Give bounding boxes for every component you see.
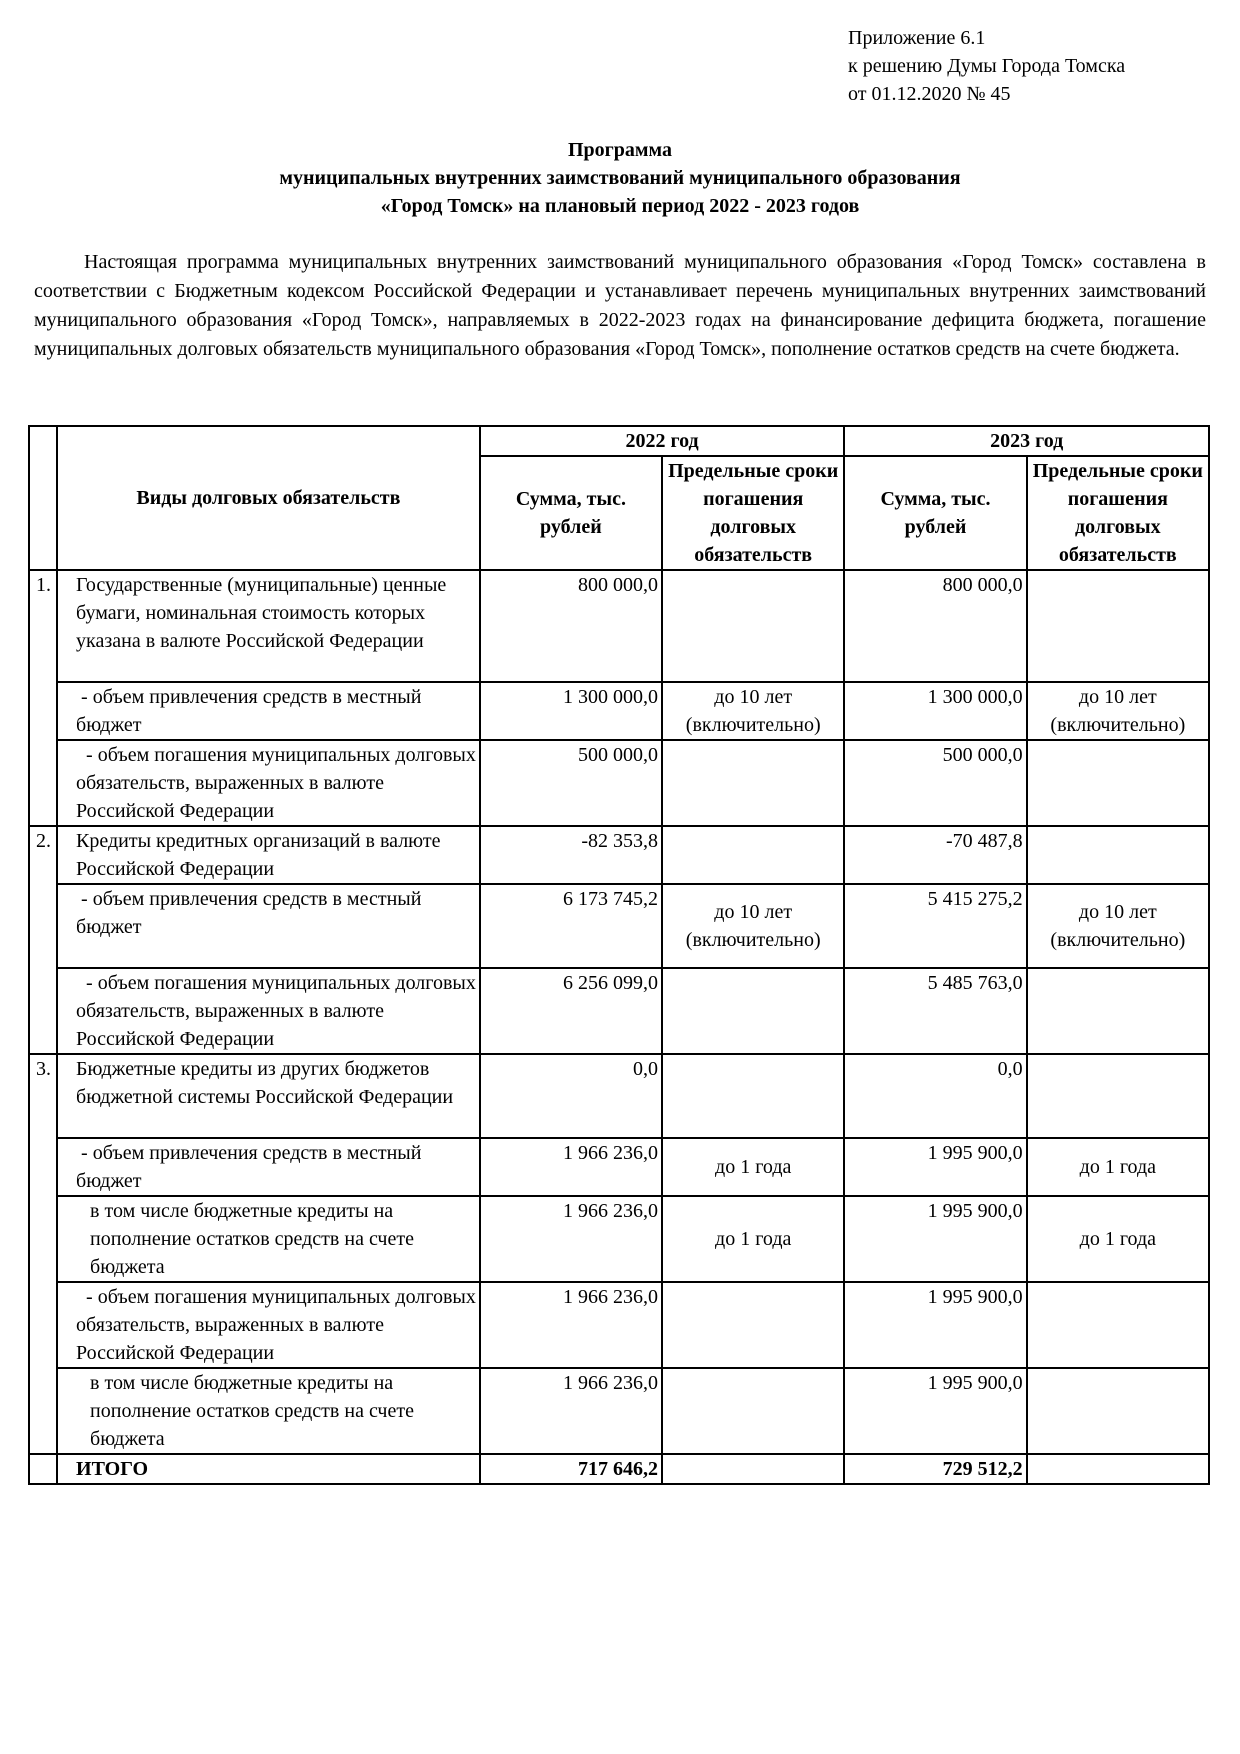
cell-term-2023: до 10 лет (включительно)	[1027, 884, 1209, 968]
header-year-2022: 2022 год	[480, 426, 845, 456]
document-title	[28, 136, 1212, 220]
cell-term-2023: до 10 лет (включительно)	[1027, 682, 1209, 740]
cell-sum-2022: 6 256 099,0	[480, 968, 662, 1054]
cell-sum-2022: 1 300 000,0	[480, 682, 662, 740]
cell-sum-2022: 1 966 236,0	[480, 1196, 662, 1282]
row-description: в том числе бюджетные кредиты на пополнение остатков средств на счете бюджета	[57, 1368, 480, 1454]
cell-term-2022	[662, 826, 844, 884]
table-row	[29, 968, 1209, 1054]
cell-sum-2023: 1 300 000,0	[844, 682, 1026, 740]
appendix-line-1: Приложение 6.1	[848, 27, 986, 49]
header-index-cell	[29, 426, 57, 570]
table-row	[29, 682, 1209, 740]
cell-sum-2022: 1 966 236,0	[480, 1282, 662, 1368]
cell-term-2023	[1027, 968, 1209, 1054]
appendix-header	[848, 24, 1125, 108]
row-index: 3.	[29, 1054, 57, 1454]
header-sum-2023: Сумма, тыс. рублей	[844, 456, 1026, 570]
cell-term-2022	[662, 1282, 844, 1368]
appendix-line-3: от 01.12.2020 № 45	[848, 83, 1011, 105]
cell-sum-2022: 6 173 745,2	[480, 884, 662, 968]
appendix-line-2: к решению Думы Города Томска	[848, 55, 1126, 77]
cell-term-2022	[662, 740, 844, 826]
cell-sum-2022: -82 353,8	[480, 826, 662, 884]
row-index: 2.	[29, 826, 57, 1054]
table-row	[29, 1054, 1209, 1138]
cell-term-2022: до 1 года	[662, 1138, 844, 1196]
total-term-2023	[1027, 1454, 1209, 1484]
cell-sum-2022: 1 966 236,0	[480, 1138, 662, 1196]
row-description: Бюджетные кредиты из других бюджетов бюджетной системы Российской Федерации	[57, 1054, 480, 1138]
cell-sum-2023: 0,0	[844, 1054, 1026, 1138]
total-row	[29, 1454, 1209, 1484]
cell-term-2022: до 10 лет (включительно)	[662, 884, 844, 968]
header-types: Виды долговых обязательств	[57, 426, 480, 570]
cell-sum-2022: 800 000,0	[480, 570, 662, 682]
total-index-cell	[29, 1454, 57, 1484]
header-row-years	[29, 426, 1209, 456]
intro-paragraph: Настоящая программа муниципальных внутренних заимствований муниципального образования «Город Томск» составлена в соответствии с Бюджетным кодексом Российской Федерации и устанавливает перечень муниципальных внутренних заимствований муниципального образования «Город Томск», направляемых в 2022-2023 годах на финансирование дефицита бюджета, погашение муниципальных долговых обязательств муниципального образования «Город Томск», пополнение остатков средств на счете бюджета.	[34, 251, 1206, 360]
header-term-2023: Предельные сроки погашения долговых обязательств	[1027, 456, 1209, 570]
cell-term-2023: до 1 года	[1027, 1138, 1209, 1196]
borrowing-table	[28, 425, 1210, 1485]
table-row	[29, 1282, 1209, 1368]
header-sum-2022: Сумма, тыс. рублей	[480, 456, 662, 570]
title-line-1: Программа	[568, 139, 672, 161]
table-row	[29, 826, 1209, 884]
title-line-2: муниципальных внутренних заимствований муниципального образования	[279, 167, 961, 189]
row-description: Государственные (муниципальные) ценные бумаги, номинальная стоимость которых указана в валюте Российской Федерации	[57, 570, 480, 682]
row-description: в том числе бюджетные кредиты на пополнение остатков средств на счете бюджета	[57, 1196, 480, 1282]
cell-term-2023: до 1 года	[1027, 1196, 1209, 1282]
row-description: - объем погашения муниципальных долговых обязательств, выраженных в валюте Российской Федерации	[57, 1282, 480, 1368]
cell-sum-2023: 500 000,0	[844, 740, 1026, 826]
table-row	[29, 1196, 1209, 1282]
title-line-3: «Город Томск» на плановый период 2022 - 2023 годов	[380, 195, 860, 217]
table-row	[29, 1368, 1209, 1454]
cell-term-2022	[662, 1054, 844, 1138]
table-row	[29, 1138, 1209, 1196]
cell-sum-2023: 1 995 900,0	[844, 1138, 1026, 1196]
cell-sum-2023: 800 000,0	[844, 570, 1026, 682]
cell-term-2022: до 1 года	[662, 1196, 844, 1282]
cell-term-2023	[1027, 1368, 1209, 1454]
row-index: 1.	[29, 570, 57, 826]
table-row	[29, 884, 1209, 968]
cell-sum-2023: 1 995 900,0	[844, 1196, 1026, 1282]
cell-term-2022: до 10 лет (включительно)	[662, 682, 844, 740]
cell-sum-2022: 0,0	[480, 1054, 662, 1138]
row-description: - объем привлечения средств в местный бюджет	[57, 682, 480, 740]
row-description: - объем привлечения средств в местный бюджет	[57, 884, 480, 968]
cell-sum-2022: 1 966 236,0	[480, 1368, 662, 1454]
cell-term-2023	[1027, 740, 1209, 826]
total-sum-2022: 717 646,2	[480, 1454, 662, 1484]
cell-sum-2023: 1 995 900,0	[844, 1282, 1026, 1368]
table-body	[29, 426, 1209, 1484]
cell-term-2022	[662, 968, 844, 1054]
table-row	[29, 570, 1209, 682]
row-description: - объем привлечения средств в местный бюджет	[57, 1138, 480, 1196]
header-year-2023: 2023 год	[844, 426, 1209, 456]
cell-sum-2023: 5 415 275,2	[844, 884, 1026, 968]
cell-sum-2023: -70 487,8	[844, 826, 1026, 884]
row-description: - объем погашения муниципальных долговых обязательств, выраженных в валюте Российской Федерации	[57, 968, 480, 1054]
cell-sum-2022: 500 000,0	[480, 740, 662, 826]
total-label: ИТОГО	[57, 1454, 480, 1484]
cell-term-2023	[1027, 1054, 1209, 1138]
cell-term-2023	[1027, 1282, 1209, 1368]
cell-sum-2023: 1 995 900,0	[844, 1368, 1026, 1454]
header-term-2022: Предельные сроки погашения долговых обязательств	[662, 456, 844, 570]
table-row	[29, 740, 1209, 826]
total-term-2022	[662, 1454, 844, 1484]
row-description: - объем погашения муниципальных долговых обязательств, выраженных в валюте Российской Федерации	[57, 740, 480, 826]
cell-sum-2023: 5 485 763,0	[844, 968, 1026, 1054]
cell-term-2022	[662, 570, 844, 682]
row-description: Кредиты кредитных организаций в валюте Российской Федерации	[57, 826, 480, 884]
total-sum-2023: 729 512,2	[844, 1454, 1026, 1484]
cell-term-2022	[662, 1368, 844, 1454]
cell-term-2023	[1027, 826, 1209, 884]
cell-term-2023	[1027, 570, 1209, 682]
